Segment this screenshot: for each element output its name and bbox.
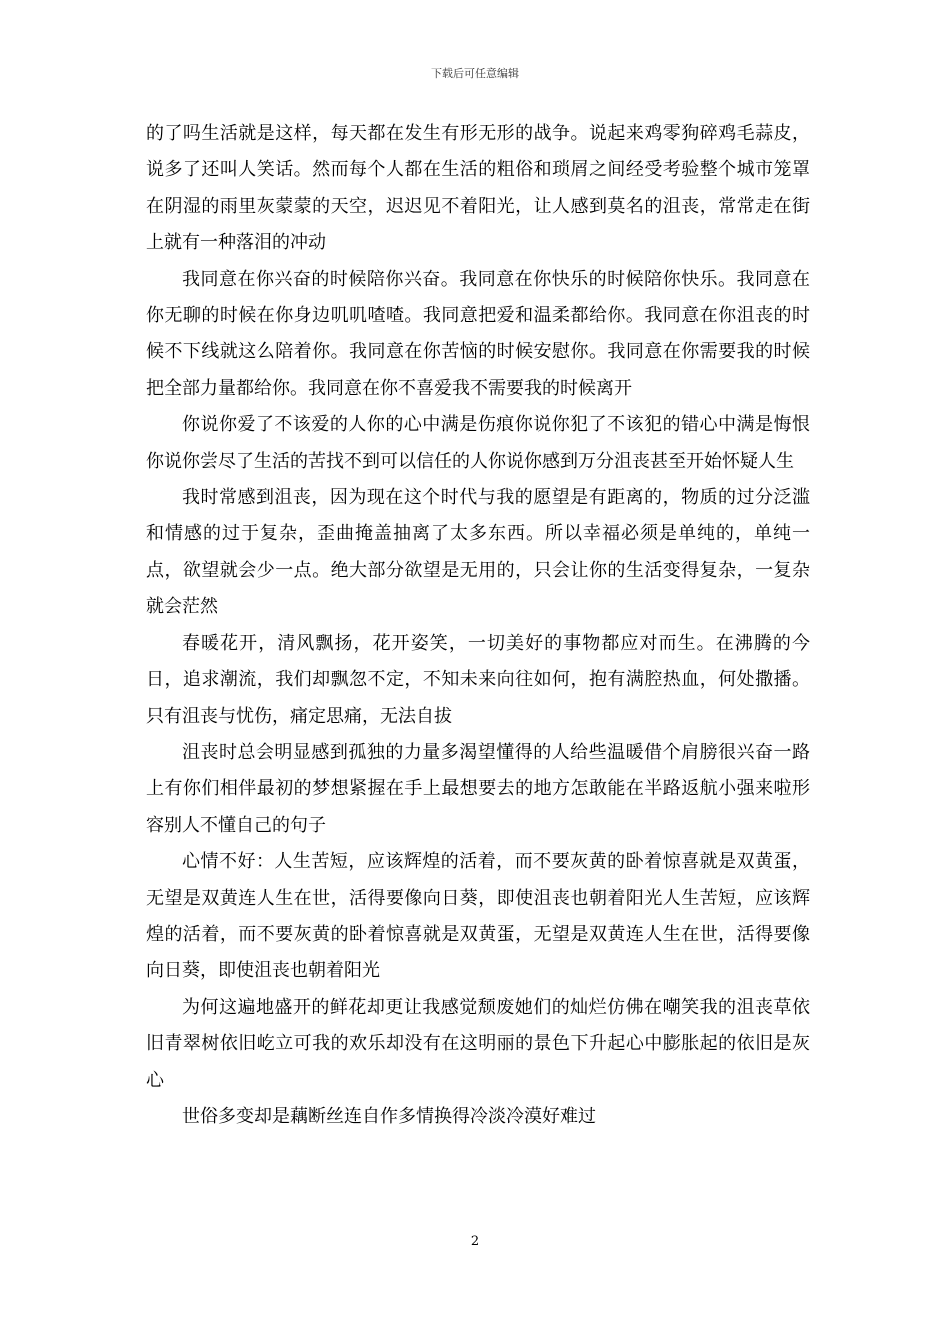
paragraph-7: 心情不好：人生苦短，应该辉煌的活着，而不要灰黄的卧着惊喜就是双黄蛋，无望是双黄连人生在世，活得要像向日葵，即使沮丧也朝着阳光人生苦短，应该辉煌的活着，而不要灰黄的卧着惊喜就是双黄蛋，无望是双黄连人生在世，活得要像向日葵，即使沮丧也朝着阳光 [146, 851, 810, 982]
paragraph-1: 的了吗生活就是这样，每天都在发生有形无形的战争。说起来鸡零狗碎鸡毛蒜皮，说多了还叫人笑话。然而每个人都在生活的粗俗和琐屑之间经受考验整个城市笼罩在阴湿的雨里灰蒙蒙的天空，迟迟见不着阳光，让人感到莫名的沮丧，常常走在街上就有一种落泪的冲动 [146, 123, 810, 254]
paragraph-9: 世俗多变却是藕断丝连自作多情换得冷淡冷漠好难过 [182, 1105, 596, 1127]
paragraph-6: 沮丧时总会明显感到孤独的力量多渴望懂得的人给些温暖借个肩膀很兴奋一路上有你们相伴最初的梦想紧握在手上最想要去的地方怎敢能在半路返航小强来啦形容别人不懂自己的句子 [146, 741, 810, 836]
paragraph-8: 为何这遍地盛开的鲜花却更让我感觉颓废她们的灿烂仿佛在嘲笑我的沮丧草依旧青翠树依旧屹立可我的欢乐却没有在这明丽的景色下升起心中膨胀起的依旧是灰心 [146, 996, 810, 1091]
paragraph-2: 我同意在你兴奋的时候陪你兴奋。我同意在你快乐的时候陪你快乐。我同意在你无聊的时候在你身边叽叽喳喳。我同意把爱和温柔都给你。我同意在你沮丧的时候不下线就这么陪着你。我同意在你苦恼的时候安慰你。我同意在你需要我的时候把全部力量都给你。我同意在你不喜爱我不需要我的时候离开 [146, 268, 810, 399]
page-header: 下载后可任意编辑 [431, 67, 519, 80]
paragraph-5: 春暖花开，清风飘扬，花开姿笑，一切美好的事物都应对而生。在沸腾的今日，追求潮流，我们却飘忽不定，不知未来向往如何，抱有满腔热血，何处撒播。只有沮丧与忧伤，痛定思痛，无法自拔 [146, 632, 810, 727]
paragraph-3: 你说你爱了不该爱的人你的心中满是伤痕你说你犯了不该犯的错心中满是悔恨你说你尝尽了生活的苦找不到可以信任的人你说你感到万分沮丧甚至开始怀疑人生 [146, 414, 810, 472]
paragraph-4: 我时常感到沮丧，因为现在这个时代与我的愿望是有距离的，物质的过分泛滥和情感的过于复杂，歪曲掩盖抽离了太多东西。所以幸福必须是单纯的，单纯一点，欲望就会少一点。绝大部分欲望是无用的，只会让你的生活变得复杂，一复杂就会茫然 [146, 487, 810, 618]
page-number: 2 [470, 1234, 480, 1249]
document-body [146, 116, 810, 1135]
